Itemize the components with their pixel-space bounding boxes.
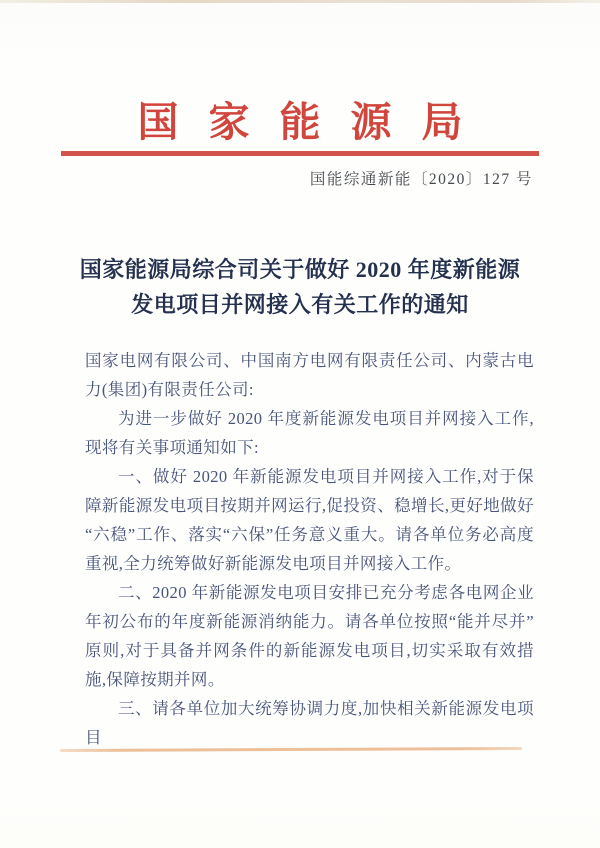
document-title-line-2: 发电项目并网接入有关工作的通知 <box>131 292 469 317</box>
letterhead-divider-line <box>61 151 539 156</box>
document-body <box>85 346 534 752</box>
paragraph-item-2: 二、2020 年新能源发电项目安排已充分考虑各电网企业年初公布的年度新能源消纳能力。请各单位按照“能并尽并”原则,对于具备并网条件的新能源发电项目,切实采取有效措施,保障按期并网。 <box>85 583 534 689</box>
scan-artifact-top-edge <box>0 0 600 3</box>
paragraph-item-1: 一、做好 2020 年新能源发电项目并网接入工作,对于保障新能源发电项目按期并网运行,促投资、稳增长,更好地做好“六稳”工作、落实“六保”任务意义重大。请各单位务必高度重视,全力统筹做好新能源发电项目并网接入工作。 <box>85 467 534 573</box>
document-number: 国能综通新能〔2020〕127 号 <box>309 171 533 188</box>
recipients-line: 国家电网有限公司、中国南方电网有限责任公司、内蒙古电力(集团)有限责任公司: <box>85 351 534 399</box>
letterhead-agency-name: 国家能源局 <box>137 99 493 145</box>
paragraph-item-3-truncated: 三、请各单位加大统筹协调力度,加快相关新能源发电项目 <box>85 699 534 747</box>
paragraph-intro: 为进一步做好 2020 年度新能源发电项目并网接入工作,现将有关事项通知如下: <box>85 409 534 457</box>
document-title-line-1: 国家能源局综合司关于做好 2020 年度新能源 <box>79 257 521 282</box>
document-title <box>45 252 555 322</box>
